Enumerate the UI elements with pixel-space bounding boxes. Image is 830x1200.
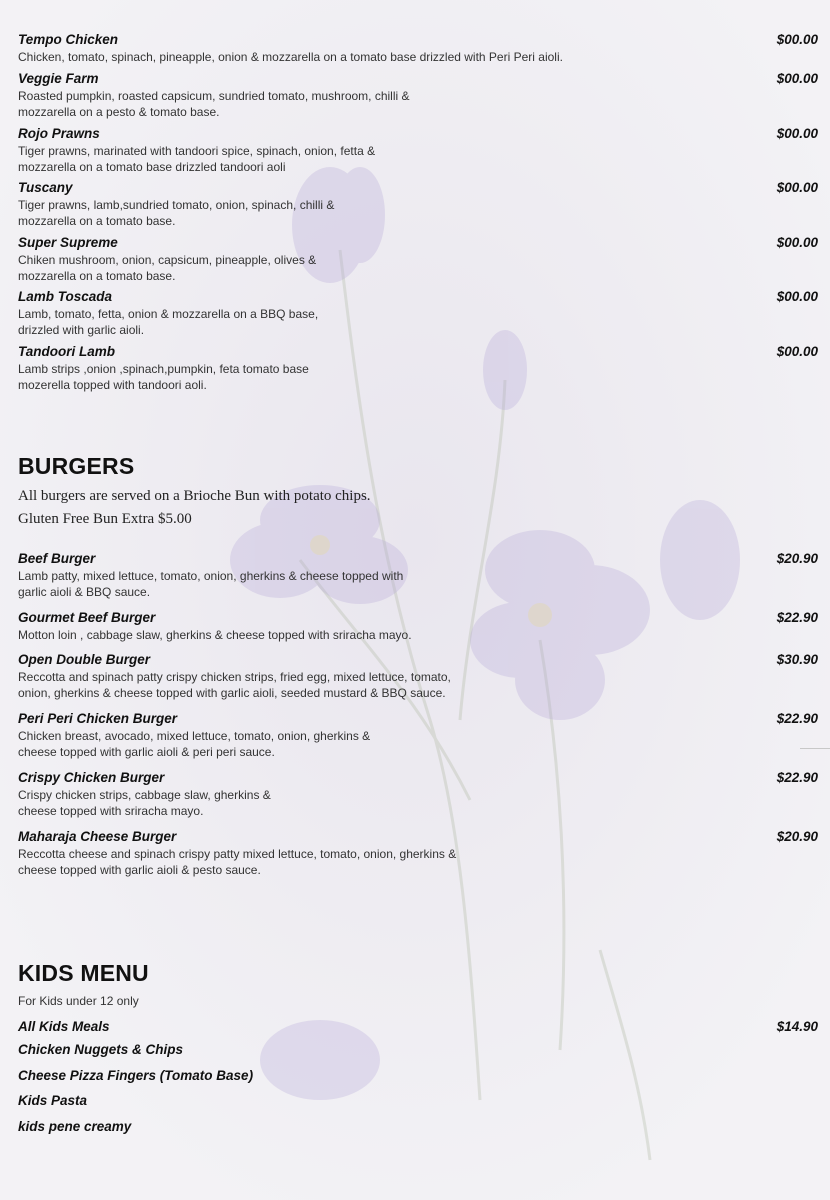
item-description: Crispy chicken strips, cabbage slaw, gherkins & xyxy=(18,788,271,802)
item-description: cheese topped with sriracha mayo. xyxy=(18,804,204,819)
section-title-burgers: BURGERS xyxy=(18,453,135,479)
kids-item: Kids Pasta xyxy=(18,1093,88,1108)
item-description: Chicken breast, avocado, mixed lettuce, tomato, onion, gherkins & xyxy=(18,729,371,743)
item-price: $00.00 xyxy=(776,71,818,86)
item-description: mozzarella on a tomato base. xyxy=(18,269,176,284)
item-price: $00.00 xyxy=(776,180,818,195)
item-description: mozzarella on a tomato base. xyxy=(18,214,176,229)
menu-item xyxy=(18,769,818,820)
item-description: onion, gherkins & cheese topped with garlic aioli, seeded mustard & BBQ sauce. xyxy=(18,686,446,701)
item-price: $00.00 xyxy=(776,344,818,359)
item-name: Super Supreme xyxy=(18,235,118,250)
item-price: $22.90 xyxy=(776,610,818,625)
item-description: cheese topped with garlic aioli & peri peri sauce. xyxy=(18,745,275,760)
item-description: Tiger prawns, lamb,sundried tomato, onion, spinach, chilli & xyxy=(18,198,335,212)
item-name: Veggie Farm xyxy=(18,71,99,86)
menu-item xyxy=(18,343,818,394)
kids-item: Cheese Pizza Fingers (Tomato Base) xyxy=(18,1068,254,1083)
kids-item: Chicken Nuggets & Chips xyxy=(18,1042,184,1057)
item-description: Tiger prawns, marinated with tandoori spice, spinach, onion, fetta & xyxy=(18,144,376,158)
item-name: Open Double Burger xyxy=(18,652,151,667)
item-description: Reccotta cheese and spinach crispy patty mixed lettuce, tomato, onion, gherkins & xyxy=(18,847,457,861)
menu-item xyxy=(18,609,818,643)
item-name: Peri Peri Chicken Burger xyxy=(18,711,178,726)
item-name: Tempo Chicken xyxy=(18,32,119,47)
item-name: Maharaja Cheese Burger xyxy=(18,829,177,844)
item-name: Gourmet Beef Burger xyxy=(18,610,156,625)
item-description: Chiken mushroom, onion, capsicum, pineapple, olives & xyxy=(18,253,317,267)
item-price: $00.00 xyxy=(776,235,818,250)
kids-item: kids pene creamy xyxy=(18,1119,132,1134)
item-name: Tuscany xyxy=(18,180,73,195)
item-description: Lamb patty, mixed lettuce, tomato, onion, gherkins & cheese topped with xyxy=(18,569,404,583)
menu-item xyxy=(18,31,818,65)
menu-item xyxy=(18,1018,818,1036)
item-name: All Kids Meals xyxy=(18,1019,110,1034)
item-price: $00.00 xyxy=(776,32,818,47)
item-name: Lamb Toscada xyxy=(18,289,113,304)
section-note: For Kids under 12 only xyxy=(18,994,139,1008)
item-description: garlic aioli & BBQ sauce. xyxy=(18,585,151,600)
menu-item xyxy=(18,125,818,176)
item-description: mozerella topped with tandoori aoli. xyxy=(18,378,207,393)
menu-item xyxy=(18,234,818,285)
section-title-kids: KIDS MENU xyxy=(18,960,149,986)
section-note: Gluten Free Bun Extra $5.00 xyxy=(18,511,192,527)
item-price: $20.90 xyxy=(776,551,818,566)
item-price: $00.00 xyxy=(776,289,818,304)
item-price: $00.00 xyxy=(776,126,818,141)
menu-item xyxy=(18,550,818,601)
section-note: All burgers are served on a Brioche Bun with potato chips. xyxy=(18,488,371,504)
edge-divider xyxy=(800,748,830,749)
item-name: Beef Burger xyxy=(18,551,96,566)
item-description: mozzarella on a tomato base drizzled tandoori aoli xyxy=(18,160,286,175)
item-description: Motton loin , cabbage slaw, gherkins & cheese topped with sriracha mayo. xyxy=(18,628,412,642)
item-price: $14.90 xyxy=(776,1019,818,1034)
item-price: $30.90 xyxy=(776,652,818,667)
item-description: Lamb strips ,onion ,spinach,pumpkin, feta tomato base xyxy=(18,362,309,376)
item-name: Crispy Chicken Burger xyxy=(18,770,165,785)
item-description: Roasted pumpkin, roasted capsicum, sundried tomato, mushroom, chilli & xyxy=(18,89,410,103)
item-description: Lamb, tomato, fetta, onion & mozzarella on a BBQ base, xyxy=(18,307,319,321)
menu-item xyxy=(18,179,818,230)
menu-item xyxy=(18,651,818,702)
item-name: Tandoori Lamb xyxy=(18,344,115,359)
item-description: Reccotta and spinach patty crispy chicken strips, fried egg, mixed lettuce, tomato, xyxy=(18,670,451,684)
menu-item xyxy=(18,70,818,121)
item-price: $20.90 xyxy=(776,829,818,844)
item-price: $22.90 xyxy=(776,770,818,785)
menu-item xyxy=(18,828,818,879)
item-name: Rojo Prawns xyxy=(18,126,100,141)
item-description: cheese topped with garlic aioli & pesto sauce. xyxy=(18,863,261,878)
item-description: Chicken, tomato, spinach, pineapple, onion & mozzarella on a tomato base drizzled with Peri Peri aioli. xyxy=(18,50,563,64)
item-description: mozzarella on a pesto & tomato base. xyxy=(18,105,220,120)
item-description: drizzled with garlic aioli. xyxy=(18,323,145,338)
menu-item xyxy=(18,288,818,339)
item-price: $22.90 xyxy=(776,711,818,726)
menu-item xyxy=(18,710,818,761)
